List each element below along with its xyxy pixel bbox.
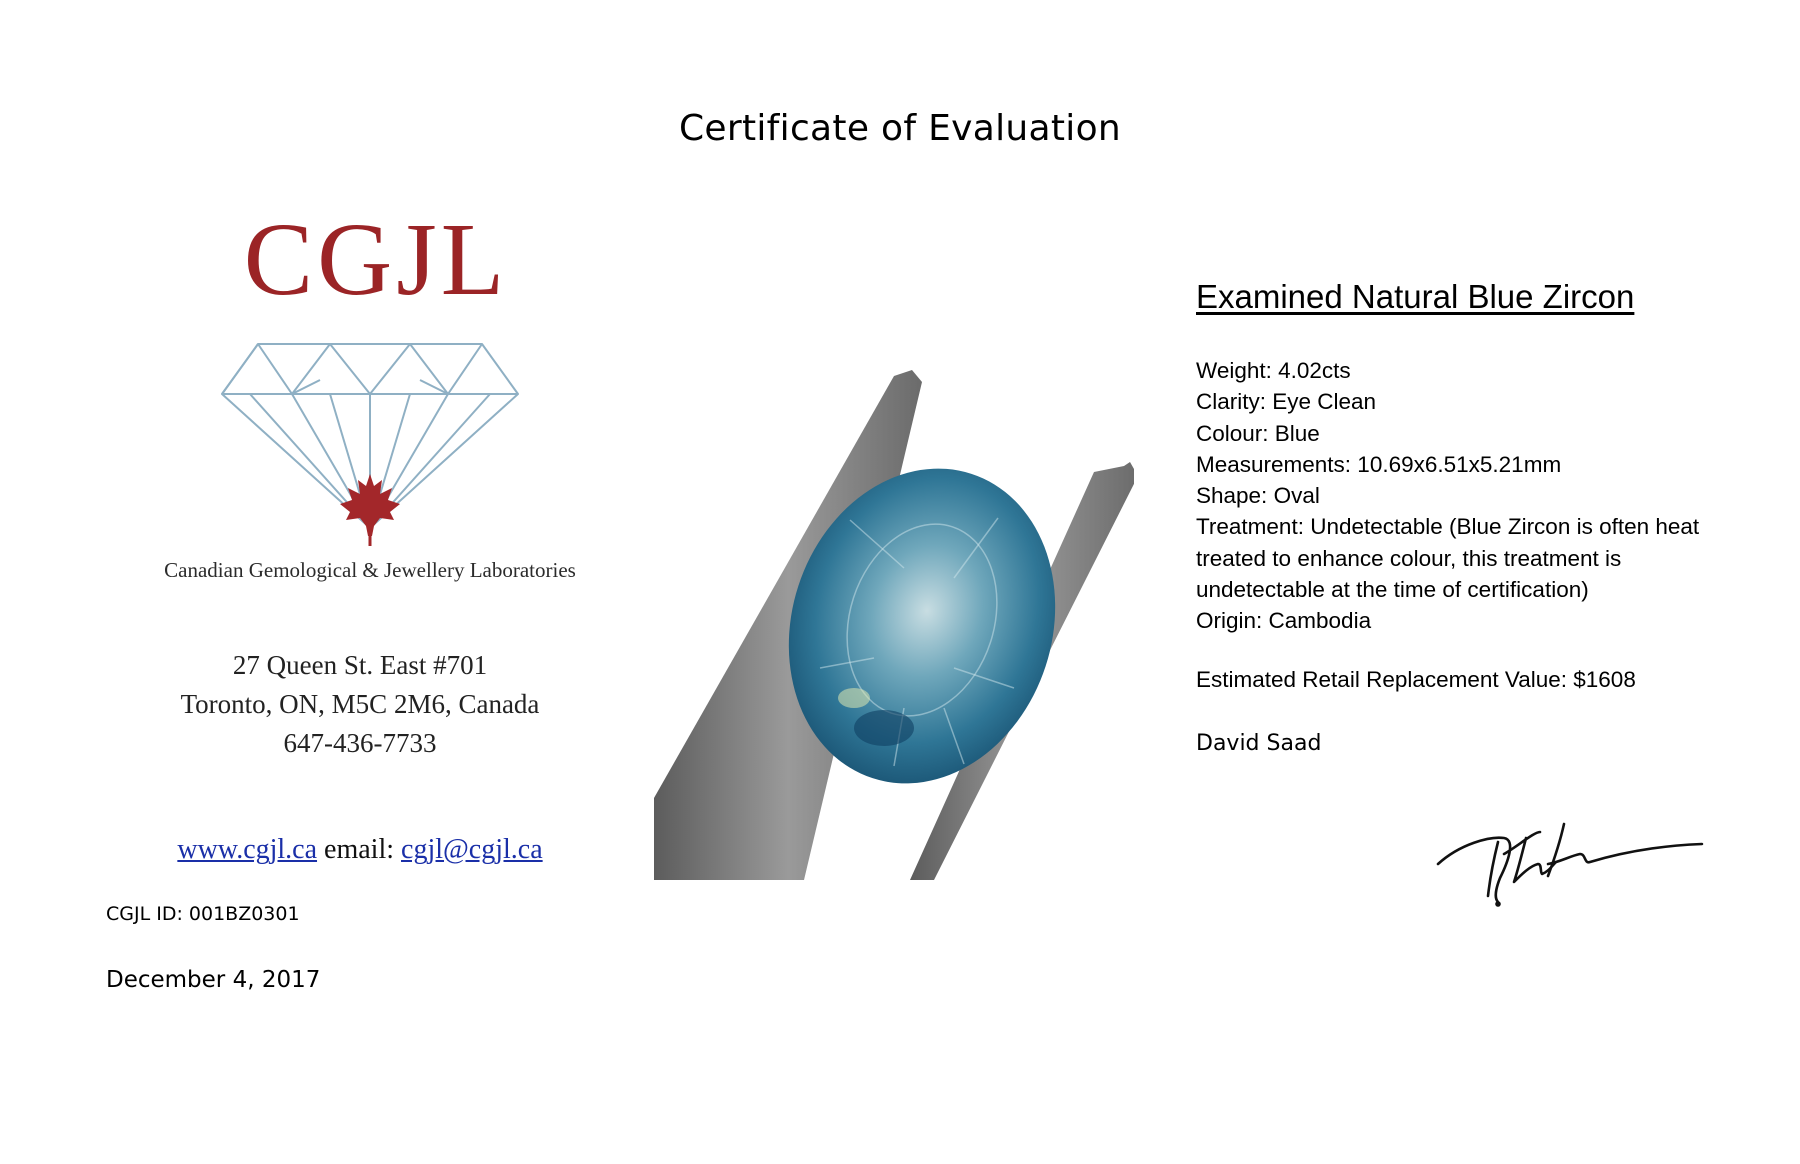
document-title: Certificate of Evaluation	[678, 108, 1122, 149]
email-label: email:	[324, 834, 395, 865]
lab-logo-text: CGJL	[243, 202, 509, 317]
contact-line	[110, 834, 610, 866]
spec-colour: Colour: Blue	[1196, 420, 1320, 446]
stone-specs	[1196, 355, 1716, 637]
blue-zircon-photo	[654, 368, 1134, 880]
address-line-1: 27 Queen St. East #701	[232, 650, 488, 680]
certificate-date: December 4, 2017	[106, 967, 321, 993]
handwritten-signature	[1430, 818, 1710, 908]
email-link[interactable]: cgjl@cgjl.ca	[401, 834, 543, 865]
phone-number: 647-436-7733	[283, 728, 437, 758]
spec-treatment: Treatment: Undetectable (Blue Zircon is often heat treated to enhance colour, this treatment is undetectable at the time of certification)	[1196, 514, 1700, 603]
spec-weight: Weight: 4.02cts	[1196, 358, 1351, 383]
lab-name: Canadian Gemological & Jewellery Laboratories	[164, 558, 576, 582]
stone-title: Examined Natural Blue Zircon	[1196, 278, 1635, 315]
signer-name: David Saad	[1196, 731, 1322, 756]
retail-replacement-value: Estimated Retail Replacement Value: $1608	[1196, 667, 1636, 692]
spec-clarity: Clarity: Eye Clean	[1196, 389, 1377, 415]
spec-shape: Shape: Oval	[1196, 483, 1320, 509]
website-link[interactable]: www.cgjl.ca	[177, 834, 318, 865]
address-line-2: Toronto, ON, M5C 2M6, Canada	[180, 689, 540, 719]
spec-measurements: Measurements: 10.69x6.51x5.21mm	[1196, 451, 1562, 477]
diamond-maple-leaf-logo-icon	[210, 336, 530, 546]
spec-origin: Origin: Cambodia	[1196, 608, 1372, 634]
certificate-id: CGJL ID: 001BZ0301	[106, 903, 300, 925]
